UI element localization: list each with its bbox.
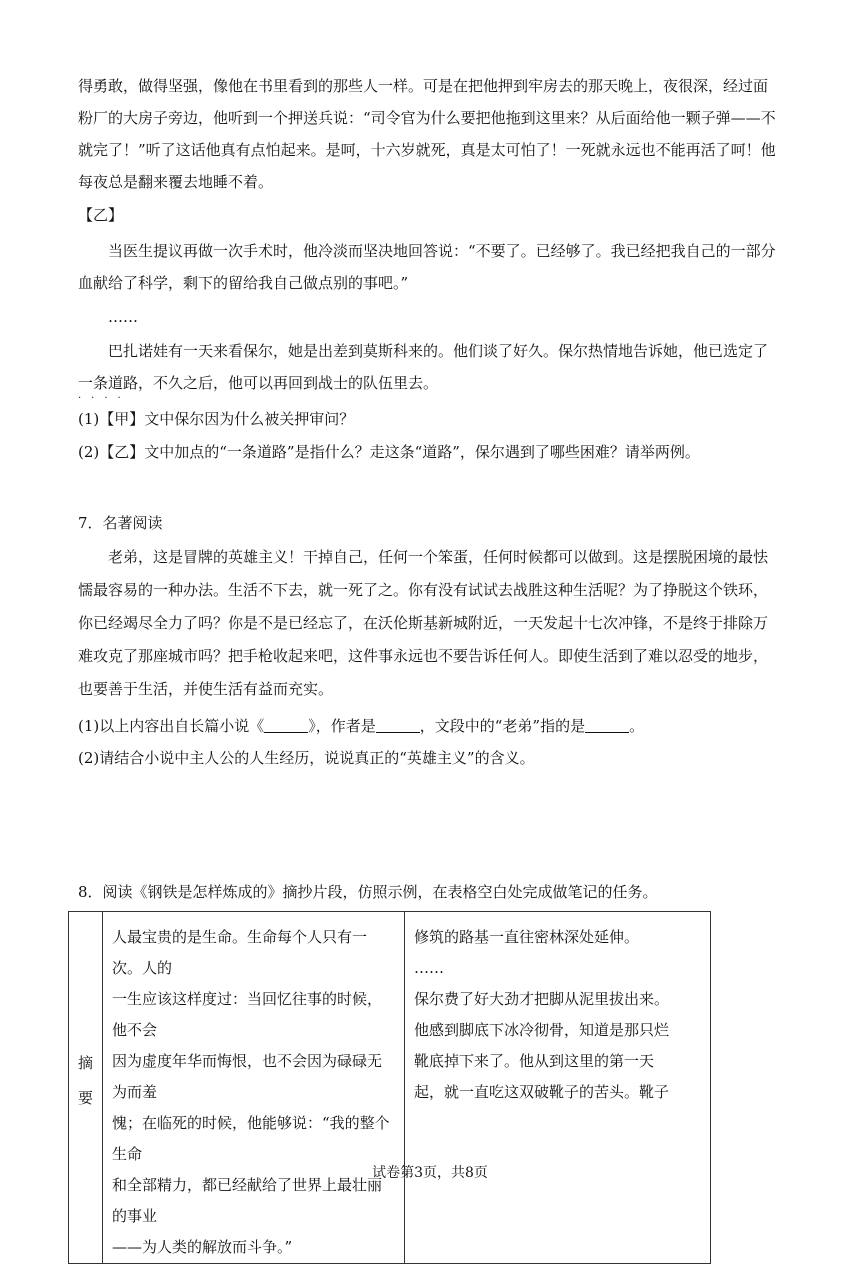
emphasis-dots: .... — [78, 390, 131, 401]
notes-table — [68, 911, 711, 1264]
excerpt-cell-1 — [103, 912, 405, 1264]
paragraph-line: 一条道路 .... ，不久之后，他可以再回到战士的队伍里去。 — [78, 374, 439, 401]
paragraph-line: 每夜总是翻来覆去地睡不着。 — [78, 173, 274, 191]
passage-line: 也要善于生活，并使生活有益而充实。 — [78, 680, 334, 698]
answer-blank[interactable] — [376, 718, 420, 733]
passage-line: 难攻克了那座城市吗？把手枪收起来吧，这件事永远也不要告诉任何人。即使生活到了难以忍受的地步， — [78, 647, 769, 665]
table-label: 摘要 — [76, 1054, 94, 1125]
paragraph-line: 得勇敢，做得坚强，像他在书里看到的那些人一样。可是在把他押到牢房去的那天晚上，夜很深，经过面 — [78, 77, 769, 95]
excerpt-text-2: 修筑的路基一直往密林深处延伸。 …… 保尔费了好大劲才把脚从泥里拔出来。 他感到脚底下冰冷彻骨，知道是那只烂 靴底掉下来了。他从到这里的第一天 起，就一直吃这双破靴子的苦头。靴子 — [414, 928, 670, 1101]
passage-line: 你已经竭尽全力了吗？你是不是已经忘了，在沃伦斯基新城附近，一天发起十七次冲锋，不是终于排除万 — [78, 614, 769, 632]
emphasized-phrase: 一条道路 .... — [78, 374, 139, 401]
excerpt-text-1: 人最宝贵的是生命。生命每个人只有一次。人的 一生应该这样度过：当回忆往事的时候，他不会 因为虚度年华而悔恨，也不会因为碌碌无为而羞 愧；在临死的时候，他能够说：“我的整个生命 和全部精力，都已经献给了世界上最壮丽的事业 ——为人类的解放而斗争。” — [112, 928, 390, 1256]
section-label-yi: 【乙】 — [78, 206, 124, 224]
answer-blank[interactable] — [585, 718, 629, 733]
question-7-title: 7．名著阅读 — [78, 514, 163, 532]
question-8-title: 8．阅读《钢铁是怎样炼成的》摘抄片段，仿照示例，在表格空白处完成做笔记的任务。 — [78, 883, 658, 901]
ellipsis: …… — [108, 308, 138, 326]
passage-line: 懦最容易的一种办法。生活不下去，就一死了之。你有没有试试去战胜这种生活呢？为了挣脱这个铁环， — [78, 581, 769, 599]
passage-line: 老弟，这是冒牌的英雄主义！干掉自己，任何一个笨蛋，任何时候都可以做到。这是摆脱困境的最怯 — [108, 548, 769, 566]
table-label-cell — [69, 912, 103, 1264]
paragraph-line: 巴扎诺娃有一天来看保尔，她是出差到莫斯科来的。他们谈了好久。保尔热情地告诉她，他已选定了 — [108, 342, 769, 360]
paragraph-line: 粉厂的大房子旁边，他听到一个押送兵说：“司令官为什么要把他拖到这里来？从后面给他一颗子弹——不 — [78, 109, 776, 127]
excerpt-cell-2 — [405, 912, 711, 1264]
paragraph-line: 血献给了科学，剩下的留给我自己做点别的事吧。” — [78, 274, 409, 292]
paragraph-line: 就完了！”听了这话他真有点怕起来。是呵，十六岁就死，真是太可怕了！一死就永远也不能再活了呵！他 — [78, 141, 776, 159]
paragraph-line: 当医生提议再做一次手术时，他冷淡而坚决地回答说：“不要了。已经够了。我已经把我自己的一部分 — [108, 242, 776, 260]
question-7-1: (1)以上内容出自长篇小说《 》，作者是 ，文段中的“老弟”指的是 。 — [78, 717, 645, 735]
answer-blank[interactable] — [264, 718, 308, 733]
question-6-2: (2)【乙】文中加点的“一条道路”是指什么？走这条“道路”，保尔遇到了哪些困难？请举两例。 — [78, 443, 700, 461]
question-6-1: (1)【甲】文中保尔因为什么被关押审问？ — [78, 410, 355, 428]
question-7-2: (2)请结合小说中主人公的人生经历，说说真正的“英雄主义”的含义。 — [78, 749, 535, 767]
page-footer: 试卷第3页，共8页 — [372, 1165, 488, 1181]
